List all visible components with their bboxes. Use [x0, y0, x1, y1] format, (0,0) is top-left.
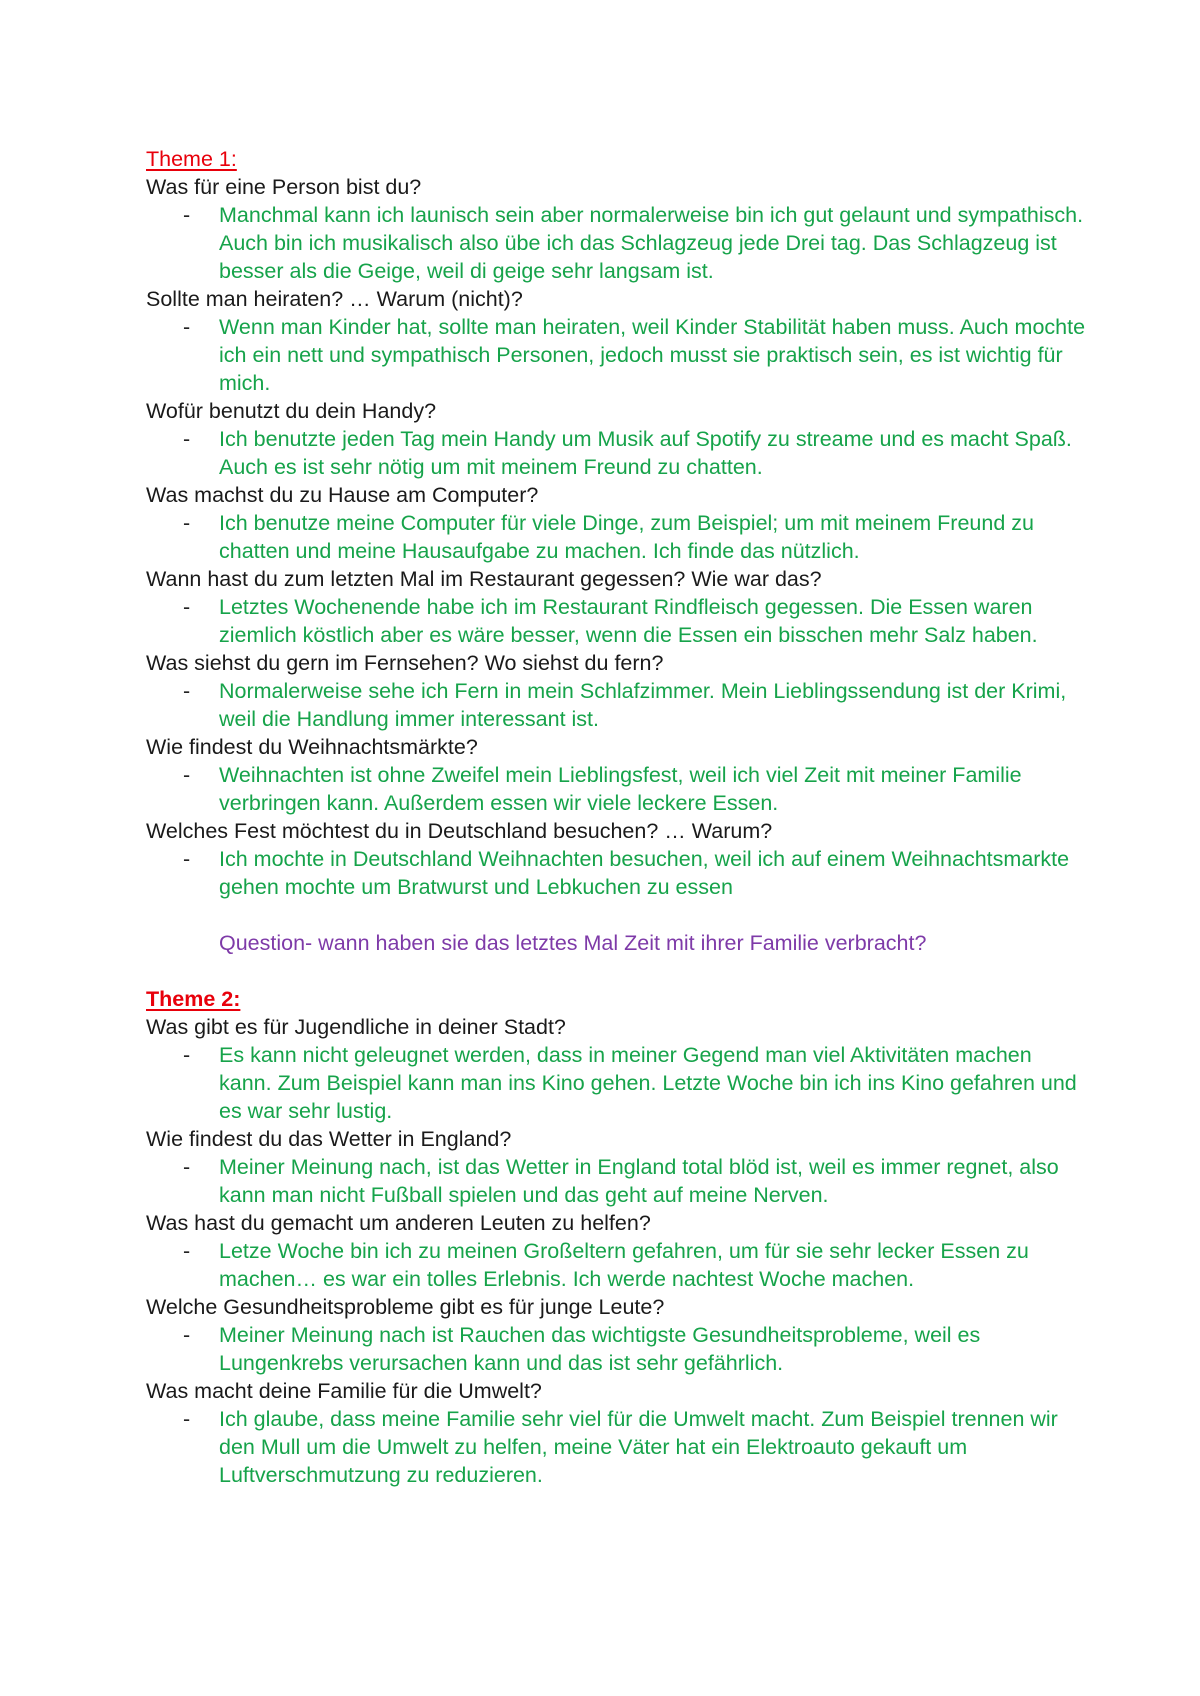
dash-bullet: - [183, 595, 191, 619]
answer [146, 201, 1086, 285]
answer-text: Meiner Meinung nach, ist das Wetter in England total blöd ist, weil es immer regnet, also kann man nicht Fußball spielen und das geht auf meine Nerven. [219, 1155, 1059, 1207]
dash-bullet: - [183, 203, 191, 227]
answer [146, 1405, 1086, 1489]
dash-bullet: - [183, 763, 191, 787]
theme-1-heading: Theme 1: [146, 147, 237, 171]
answer-text: Ich mochte in Deutschland Weihnachten besuchen, weil ich auf einem Weihnachtsmarkte gehen mochte um Bratwurst und Lebkuchen zu essen [219, 847, 1070, 899]
answer-text: Manchmal kann ich launisch sein aber normalerweise bin ich gut gelaunt und sympathisch. Auch bin ich musikalisch also übe ich das Schlagzeug jede Drei tag. Das Schlagzeug ist besser als die Geige, weil di geige sehr langsam ist. [219, 203, 1084, 283]
theme-2-heading: Theme 2: [146, 987, 241, 1011]
question: Sollte man heiraten? … Warum (nicht)? [146, 287, 523, 311]
dash-bullet: - [183, 427, 191, 451]
dash-bullet: - [183, 511, 191, 535]
dash-bullet: - [183, 679, 191, 703]
answer [146, 313, 1086, 397]
dash-bullet: - [183, 1043, 191, 1067]
dash-bullet: - [183, 1155, 191, 1179]
question: Welches Fest möchtest du in Deutschland besuchen? … Warum? [146, 819, 773, 843]
answer [146, 1321, 1086, 1377]
dash-bullet: - [183, 1323, 191, 1347]
dash-bullet: - [183, 1239, 191, 1263]
question: Wofür benutzt du dein Handy? [146, 399, 437, 423]
question: Was hast du gemacht um anderen Leuten zu helfen? [146, 1211, 651, 1235]
question: Wie findest du Weihnachtsmärkte? [146, 735, 478, 759]
answer [146, 845, 1086, 901]
answer [146, 593, 1086, 649]
answer-text: Letze Woche bin ich zu meinen Großeltern gefahren, um für sie sehr lecker Essen zu machen… es war ein tolles Erlebnis. Ich werde nachtest Woche machen. [219, 1239, 1029, 1291]
answer [146, 1041, 1086, 1125]
answer-text: Wenn man Kinder hat, sollte man heiraten, weil Kinder Stabilität haben muss. Auch mochte ich ein nett und sympathisch Personen, jedoch musst sie praktisch sein, es ist wichtig für mich. [219, 315, 1086, 395]
question: Welche Gesundheitsprobleme gibt es für junge Leute? [146, 1295, 665, 1319]
question: Wann hast du zum letzten Mal im Restaurant gegessen? Wie war das? [146, 567, 822, 591]
answer [146, 677, 1086, 733]
answer-text: Meiner Meinung nach ist Rauchen das wichtigste Gesundheitsprobleme, weil es Lungenkrebs verursachen kann und das ist sehr gefährlich. [219, 1323, 981, 1375]
answer [146, 1237, 1086, 1293]
answer-text: Es kann nicht geleugnet werden, dass in meiner Gegend man viel Aktivitäten machen kann. Zum Beispiel kann man ins Kino gehen. Letzte Woche bin ich ins Kino gefahren und es war sehr lustig. [219, 1043, 1077, 1123]
document-page [146, 145, 1086, 1489]
answer [146, 425, 1086, 481]
answer-text: Weihnachten ist ohne Zweifel mein Lieblingsfest, weil ich viel Zeit mit meiner Familie verbringen kann. Außerdem essen wir viele leckere Essen. [219, 763, 1022, 815]
dash-bullet: - [183, 315, 191, 339]
theme-2-section [146, 985, 1086, 1489]
answer [146, 509, 1086, 565]
answer-text: Letztes Wochenende habe ich im Restaurant Rindfleisch gegessen. Die Essen waren ziemlich köstlich aber es wäre besser, wenn die Essen ein bisschen mehr Salz haben. [219, 595, 1038, 647]
question: Wie findest du das Wetter in England? [146, 1127, 512, 1151]
answer-text: Ich benutze meine Computer für viele Dinge, zum Beispiel; um mit meinem Freund zu chatten und meine Hausaufgabe zu machen. Ich finde das nützlich. [219, 511, 1034, 563]
answer [146, 1153, 1086, 1209]
question: Was gibt es für Jugendliche in deiner Stadt? [146, 1015, 566, 1039]
theme-1-section [146, 145, 1086, 957]
answer-text: Ich benutzte jeden Tag mein Handy um Musik auf Spotify zu streame und es macht Spaß. Auch es ist sehr nötig um mit meinem Freund zu chatten. [219, 427, 1072, 479]
question: Was machst du zu Hause am Computer? [146, 483, 539, 507]
answer [146, 761, 1086, 817]
question: Was für eine Person bist du? [146, 175, 422, 199]
follow-up-question: Question- wann haben sie das letztes Mal Zeit mit ihrer Familie verbracht? [219, 931, 927, 955]
question: Was siehst du gern im Fernsehen? Wo siehst du fern? [146, 651, 664, 675]
dash-bullet: - [183, 1407, 191, 1431]
answer-text: Normalerweise sehe ich Fern in mein Schlafzimmer. Mein Lieblingssendung ist der Krimi, weil die Handlung immer interessant ist. [219, 679, 1067, 731]
dash-bullet: - [183, 847, 191, 871]
answer-text: Ich glaube, dass meine Familie sehr viel für die Umwelt macht. Zum Beispiel trennen wir den Mull um die Umwelt zu helfen, meine Väter hat ein Elektroauto gekauft um Luftverschmutzung zu reduzieren. [219, 1407, 1058, 1487]
question: Was macht deine Familie für die Umwelt? [146, 1379, 542, 1403]
